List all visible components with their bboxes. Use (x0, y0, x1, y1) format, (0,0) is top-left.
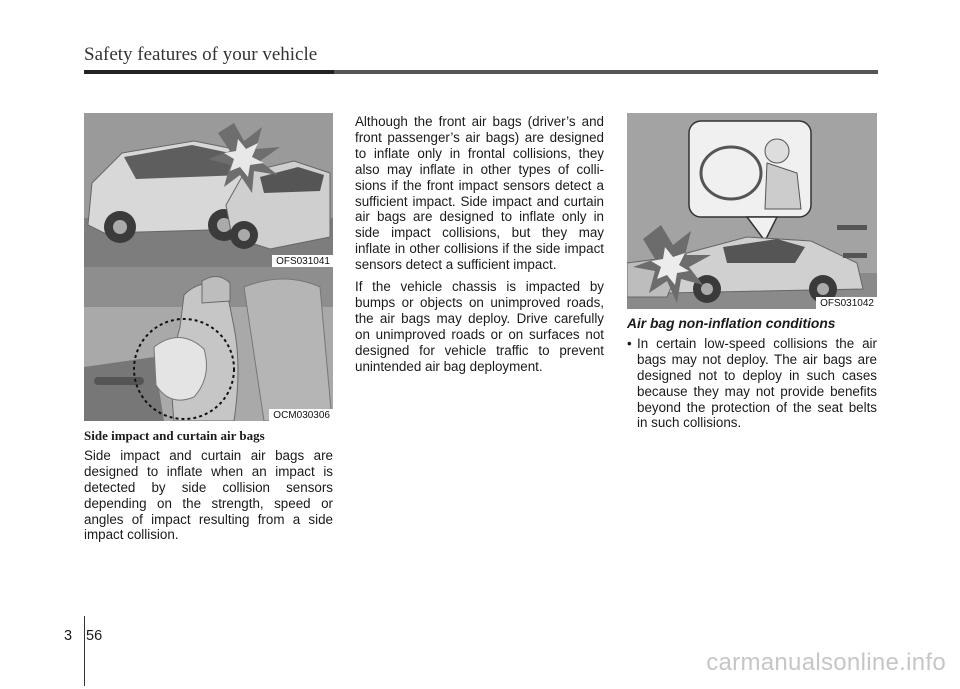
paragraph: Although the front air bags (driver’s and front passenger’s air bags) are designed to inflate only in frontal collisions, they also may inflate in other types of colli-sions if the front impact sensors detect a sufficient impact. Side impact and curtain air bags are designed to inflate only in side impact collisions, but they may inflate in other collisions if the side impact sensors detect a sufficient impact. (355, 114, 604, 273)
section-heading: Air bag non-inflation conditions (627, 316, 836, 331)
side-airbag-seat-figure (84, 267, 333, 421)
page-number (64, 628, 102, 644)
page-header-title: Safety features of your vehicle (84, 44, 318, 65)
paragraph: If the vehicle chassis is impacted by bumps or objects on unimproved roads, the air bags may deploy. Drive carefully on unimproved roads or on surfaces not designed for vehicle traffic to prevent unintended air bag deployment. (355, 279, 604, 374)
bullet-symbol: • (627, 335, 632, 351)
page-number-value: 56 (86, 628, 103, 644)
section-subheading: Side impact and curtain air bags (84, 428, 265, 443)
column-3 (627, 316, 877, 431)
column-2 (355, 114, 604, 381)
low-speed-collision-figure (627, 113, 877, 309)
paragraph: Side impact and curtain air bags are designed to inflate when an impact is detected by side collision sensors depending on the strength, speed or angles of impact resulting from a side impact collision. (84, 447, 333, 543)
chapter-number: 3 (64, 628, 73, 644)
footer-rule (84, 616, 85, 686)
watermark-text: carmanualsonline.info (706, 649, 946, 676)
bullet-item (627, 336, 877, 431)
side-collision-figure (84, 113, 333, 267)
header-rule (84, 70, 878, 74)
bullet-text: In certain low-speed collisions the air bags may not deploy. The air bags are designed not to deploy in such cases because they may not provide benefits beyond the protection of the seat belts in such collisions. (637, 335, 877, 431)
figure-code: OCM030306 (269, 409, 333, 421)
figure-code: OFS031042 (816, 297, 877, 309)
figure-code: OFS031041 (272, 255, 333, 267)
column-1 (84, 428, 333, 549)
